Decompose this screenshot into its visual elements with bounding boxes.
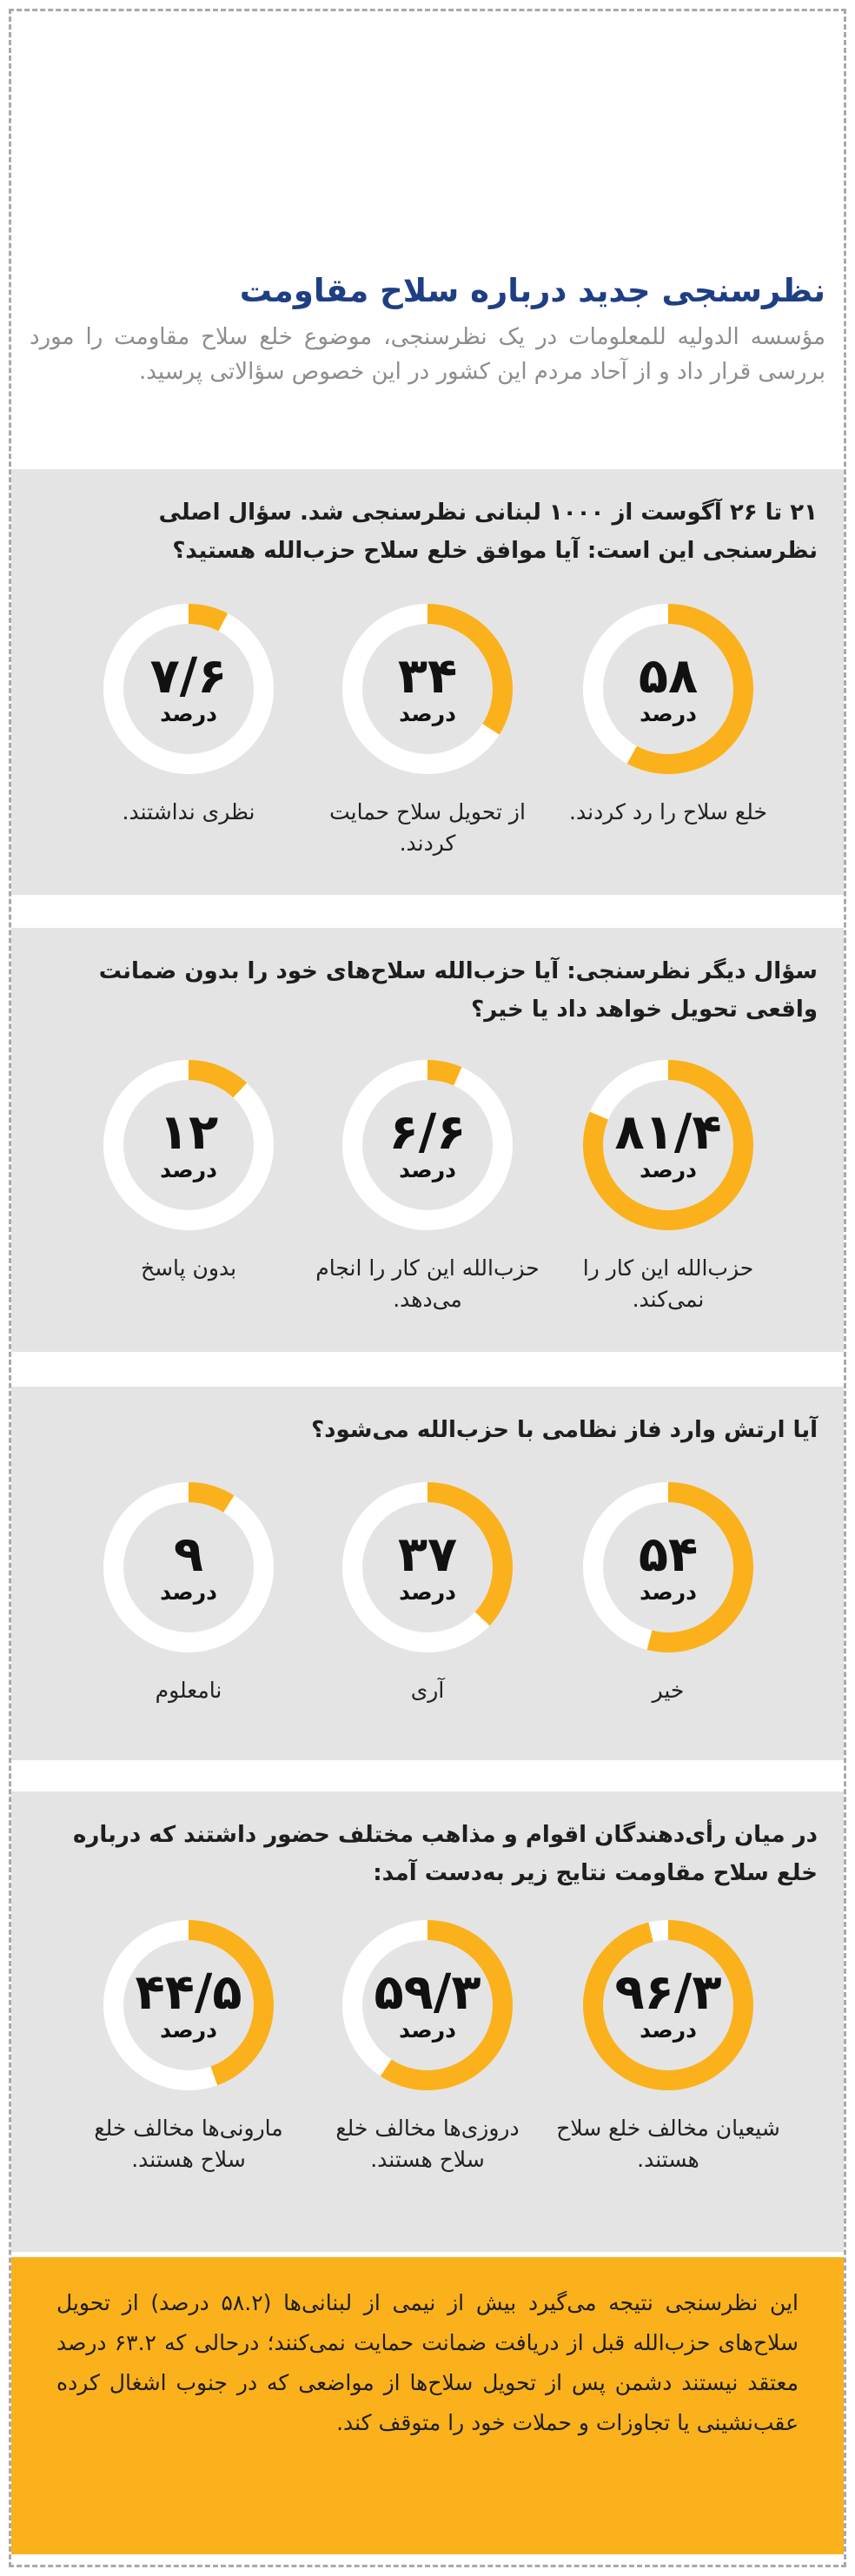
- stat-card: [315, 1482, 540, 1706]
- stat-card: [555, 604, 781, 828]
- stat-label: شیعیان مخالف خلع سلاح هستند.: [556, 2116, 780, 2172]
- percent-ring: [583, 1920, 753, 2090]
- section-question: در میان رأی‌دهندگان اقوام و مذاهب مختلف حضور داشتند که درباره خلع سلاح مقاومت نتایج زیر به‌دست آمد:: [73, 1822, 818, 1886]
- poll-section-4: [11, 1791, 844, 2252]
- stat-unit: درصد: [160, 701, 217, 726]
- section-question: ۲۱ تا ۲۶ آگوست از ۱۰۰۰ لبنانی نظرسنجی شد. سؤال اصلی نظرسنجی این است: آیا موافق خلع سلاح حزب‌الله هستید؟: [158, 500, 818, 564]
- stat-label: بدون پاسخ: [140, 1255, 237, 1281]
- stat-value: ۴۴/۵: [135, 1964, 242, 2021]
- percent-ring: [103, 1482, 274, 1652]
- stat-value: ۵۸: [638, 648, 699, 705]
- percent-ring: [583, 604, 753, 774]
- stat-value: ۵۴: [638, 1526, 699, 1583]
- poll-section-2: [11, 928, 844, 1352]
- stat-card: [555, 1920, 781, 2175]
- percent-ring: [583, 1482, 753, 1652]
- page-title: نظرسنجی جدید درباره سلاح مقاومت: [239, 272, 825, 309]
- stat-label: نظری نداشتند.: [122, 799, 255, 824]
- stat-label: خیر: [652, 1678, 685, 1703]
- stat-value: ۶/۶: [388, 1104, 467, 1161]
- percent-ring: [103, 1060, 274, 1230]
- section-question: آیا ارتش وارد فاز نظامی با حزب‌الله می‌شود؟: [311, 1417, 818, 1443]
- stat-card: [76, 1920, 302, 2175]
- stat-card: [555, 1482, 781, 1706]
- stat-value: ۳۷: [397, 1526, 458, 1583]
- stat-unit: درصد: [160, 2017, 217, 2043]
- stat-value: ۹: [173, 1526, 204, 1583]
- stat-card: [315, 604, 540, 859]
- stat-value: ۱۲: [158, 1104, 219, 1161]
- stat-card: [315, 1920, 540, 2175]
- stat-unit: درصد: [640, 1579, 697, 1605]
- header: [30, 271, 825, 389]
- percent-ring: [583, 1060, 753, 1230]
- stat-unit: درصد: [399, 2017, 456, 2043]
- stat-label: آری: [410, 1678, 445, 1703]
- stat-value: ۸۱/۴: [614, 1104, 722, 1161]
- stat-unit: درصد: [399, 1579, 456, 1605]
- poll-section-3: [11, 1387, 844, 1760]
- stat-card: [555, 1060, 781, 1315]
- percent-ring: [342, 604, 513, 774]
- poll-section-1: [11, 469, 844, 895]
- stat-unit: درصد: [399, 1157, 456, 1182]
- stat-label: از تحویل سلاح حمایت کردند.: [329, 799, 526, 856]
- percent-ring: [103, 604, 274, 774]
- stat-label: حزب‌الله این کار را انجام می‌دهد.: [315, 1255, 540, 1312]
- stat-unit: درصد: [399, 701, 456, 726]
- percent-ring: [342, 1482, 513, 1652]
- percent-ring: [342, 1060, 513, 1230]
- conclusion-box: [11, 2257, 844, 2554]
- stat-value: ۷/۶: [149, 648, 228, 705]
- stat-card: [76, 1060, 302, 1284]
- stat-unit: درصد: [160, 1579, 217, 1605]
- conclusion-text: این نظرسنجی نتیجه می‌گیرد بیش از نیمی از لبنانی‌ها (۵۸.۲ درصد) از تحویل سلاح‌های حزب‌الله قبل از دریافت ضمانت حمایت نمی‌کنند؛ درحالی که ۶۳.۲ درصد معتقد نیستند دشمن پس از تحویل سلاح‌ها از مواضعی که در جنوب اشغال کرده عقب‌نشینی یا تجاوزات و حملات خود را متوقف کند.: [56, 2290, 799, 2435]
- stat-label: نامعلوم: [155, 1678, 222, 1703]
- percent-ring: [342, 1920, 513, 2090]
- stat-value: ۳۴: [397, 648, 458, 705]
- stat-label: خلع سلاح را رد کردند.: [569, 799, 767, 824]
- stat-card: [76, 1482, 302, 1706]
- intro-text: مؤسسه الدولیه للمعلومات در یک نظرسنجی، موضوع خلع سلاح مقاومت را مورد بررسی قرار داد و از آحاد مردم این کشور در این خصوص سؤالاتی پرسید.: [30, 324, 825, 385]
- stat-unit: درصد: [160, 1157, 217, 1182]
- stat-label: دروزی‌ها مخالف خلع سلاح هستند.: [335, 2116, 520, 2172]
- stat-card: [76, 604, 302, 828]
- stat-value: ۵۹/۳: [374, 1964, 481, 2021]
- stat-value: ۹۶/۳: [614, 1964, 722, 2021]
- percent-ring: [103, 1920, 274, 2090]
- stat-label: مارونی‌ها مخالف خلع سلاح هستند.: [94, 2116, 283, 2172]
- stat-unit: درصد: [640, 1157, 697, 1182]
- stat-label: حزب‌الله این کار را نمی‌کند.: [582, 1255, 754, 1312]
- stat-unit: درصد: [640, 701, 697, 726]
- stat-unit: درصد: [640, 2017, 697, 2043]
- stat-card: [315, 1060, 540, 1315]
- section-question: سؤال دیگر نظرسنجی: آیا حزب‌الله سلاح‌های خود را بدون ضمانت واقعی تحویل خواهد داد یا خیر؟: [98, 958, 818, 1023]
